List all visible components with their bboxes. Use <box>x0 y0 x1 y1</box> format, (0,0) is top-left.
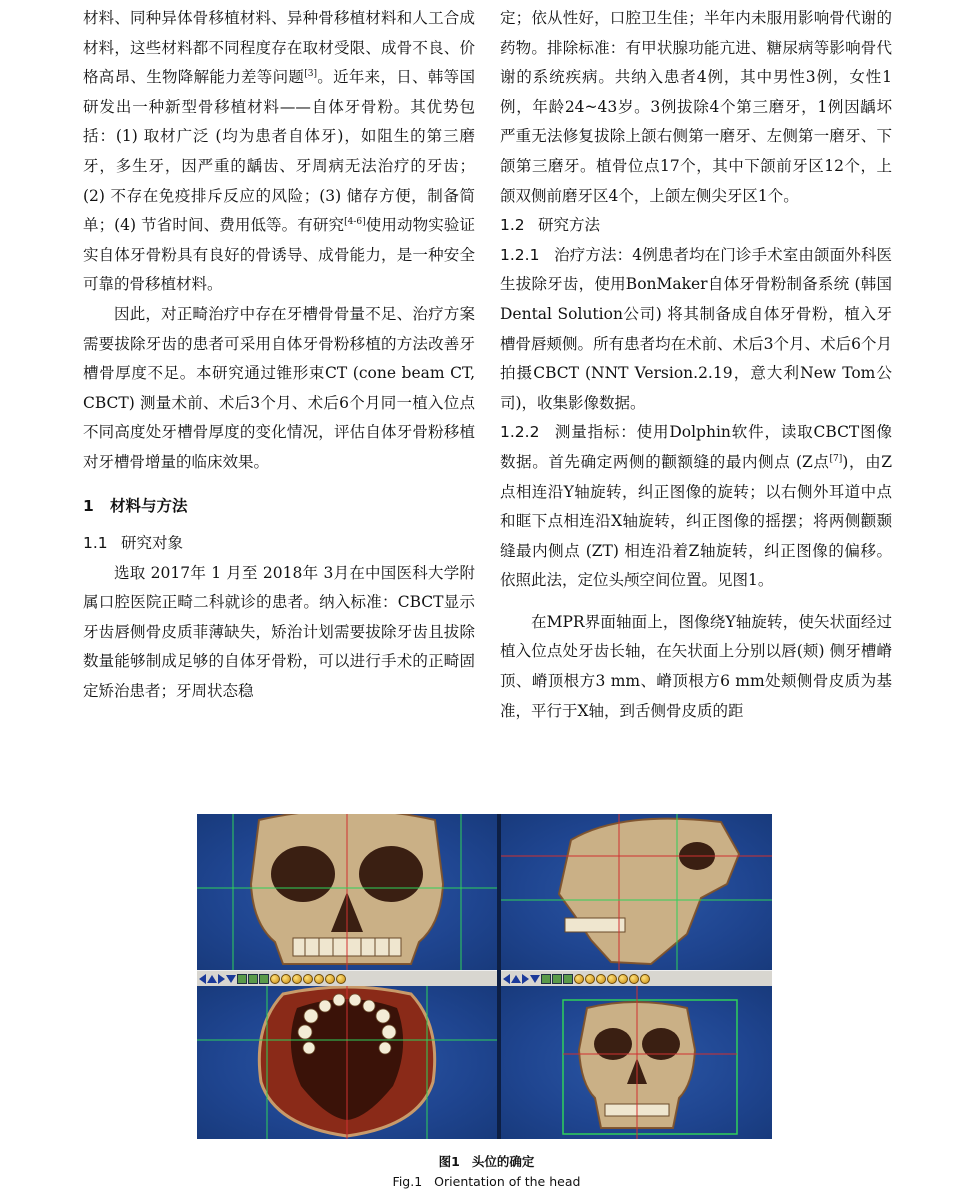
citation: [3] <box>304 69 317 80</box>
head-front-icon[interactable] <box>574 974 584 984</box>
axial-skull-render <box>197 986 497 1139</box>
head-bottom-icon[interactable] <box>325 974 335 984</box>
head-right-icon[interactable] <box>303 974 313 984</box>
rotate-right-icon[interactable] <box>522 974 529 984</box>
zoom-icon[interactable] <box>237 974 247 984</box>
subsection-heading: 1.2 研究方法 <box>500 216 601 235</box>
head-front-icon[interactable] <box>270 974 280 984</box>
lateral-skull-render <box>501 814 772 970</box>
rotate-left-icon[interactable] <box>503 974 510 984</box>
subjects-paragraph: 选取 2017年 1 月至 2018年 3月在中国医科大学附属口腔医院正畸二科就诊的患者。纳入标准：CBCT显示牙齿唇侧骨皮质菲薄缺失，矫治计划需要拔除牙齿且拔除数量能够制成足够的自体牙骨粉，可以进行手术的正畸固定矫治患者；牙周状态稳 <box>83 563 475 701</box>
rotate-down-icon[interactable] <box>530 975 540 983</box>
purpose-paragraph: 因此，对正畸治疗中存在牙槽骨骨量不足、治疗方案需要拔除牙齿的患者可采用自体牙骨粉移植的方法改善牙槽骨厚度不足。本研究通过锥形束CT (cone beam CT, CBCT) 测量术前、术后3个月、术后6个月同一植入位点不同高度处牙槽骨厚度的变化情况，评估自体牙骨粉移植对牙槽骨增量的临床效果。 <box>83 304 475 471</box>
head-left-icon[interactable] <box>596 974 606 984</box>
right-text-column <box>500 4 892 726</box>
head-top-icon[interactable] <box>314 974 324 984</box>
head-oblique-icon[interactable] <box>640 974 650 984</box>
citation: [7] <box>829 453 843 464</box>
figure-caption-en: Fig.1 Orientation of the head <box>392 1174 581 1189</box>
citation: [4-6] <box>344 217 366 227</box>
rotate-left-icon[interactable] <box>199 974 206 984</box>
figure-caption-zh: 图1 头位的确定 <box>438 1154 535 1169</box>
rotate-down-icon[interactable] <box>226 975 236 983</box>
head-oblique-icon[interactable] <box>336 974 346 984</box>
frontal-detail-render <box>501 986 772 1139</box>
fit-icon[interactable] <box>563 974 573 984</box>
frontal-detail-panel <box>501 986 772 1139</box>
subsection-heading: 1.1 研究对象 <box>83 534 184 553</box>
head-left-icon[interactable] <box>292 974 302 984</box>
measurement-paragraph: 1.2.2 测量指标：使用Dolphin软件，读取CBCT图像数据。首先确定两侧的颧额缝的最内侧点 (Z点[7])，由Z点相连沿Y轴旋转，纠正图像的旋转；以右侧外耳道中点和眶下点相连沿X轴旋转，纠正图像的摇摆；将两侧颧颞缝最内侧点 (ZT) 相连沿着Z轴旋转，纠正图像的偏移。依照此法，定位头颅空间位置。见图1。 <box>500 423 892 590</box>
criteria-paragraph: 定；依从性好，口腔卫生佳；半年内未服用影响骨代谢的药物。排除标准：有甲状腺功能亢进、糖尿病等影响骨代谢的系统疾病。共纳入患者4例，其中男性3例，女性1例，年龄24~43岁。3例拔除4个第三磨牙，1例因龋坏严重无法修复拔除上颌右侧第一磨牙、左侧第一磨牙、下颌第三磨牙。植骨位点17个，其中下颌前牙区12个，上颌双侧前磨牙区4个，上颌左侧尖牙区1个。 <box>500 9 892 205</box>
pan-icon[interactable] <box>552 974 562 984</box>
zoom-icon[interactable] <box>541 974 551 984</box>
left-text-column <box>83 4 475 707</box>
rotate-up-icon[interactable] <box>511 975 521 983</box>
section-heading: 1 材料与方法 <box>83 496 188 515</box>
rotate-right-icon[interactable] <box>218 974 225 984</box>
head-top-icon[interactable] <box>618 974 628 984</box>
lateral-view-panel <box>501 814 772 970</box>
mpr-paragraph: 在MPR界面轴面上，图像绕Y轴旋转，使矢状面经过植入位点处牙齿长轴，在矢状面上分别以唇(颊) 侧牙槽嵴顶、嵴顶根方3 mm、嵴顶根方6 mm处颊侧骨皮质为基准，平行于X轴，到舌侧骨皮质的距 <box>500 612 892 720</box>
pan-icon[interactable] <box>248 974 258 984</box>
head-right-icon[interactable] <box>607 974 617 984</box>
frontal-view-panel <box>197 814 497 970</box>
cbct-figure <box>197 814 772 1139</box>
head-bottom-icon[interactable] <box>629 974 639 984</box>
head-back-icon[interactable] <box>585 974 595 984</box>
intro-paragraph: 材料、同种异体骨移植材料、异种骨移植材料和人工合成材料，这些材料都不同程度存在取材受限、成骨不良、价格高昂、生物降解能力差等问题[3]。近年来，日、韩等国研发出一种新型骨移植材料——自体牙骨粉。其优势包括：(1) 取材广泛 (均为患者自体牙)，如阻生的第三磨牙，多生牙，因严重的龋齿、牙周病无法治疗的牙齿；(2) 不存在免疫排斥反应的风险；(3) 储存方便，制备简单；(4) 节省时间、费用低等。有研究[4-6]使用动物实验证实自体牙骨粉具有良好的骨诱导、成骨能力，是一种安全可靠的骨移植材料。 <box>83 9 475 294</box>
frontal-skull-render <box>197 814 497 970</box>
treatment-paragraph: 1.2.1 治疗方法：4例患者均在门诊手术室由颌面外科医生拔除牙齿，使用BonMaker自体牙骨粉制备系统 (韩国Dental Solution公司) 将其制备成自体牙骨粉，植入牙槽骨唇颊侧。所有患者均在术前、术后3个月、术后6个月 拍摄CBCT (NNT Version.2.19，意大利New Tom公司)，收集影像数据。 <box>500 245 892 412</box>
fit-icon[interactable] <box>259 974 269 984</box>
rotate-up-icon[interactable] <box>207 975 217 983</box>
axial-view-panel <box>197 986 497 1139</box>
head-back-icon[interactable] <box>281 974 291 984</box>
